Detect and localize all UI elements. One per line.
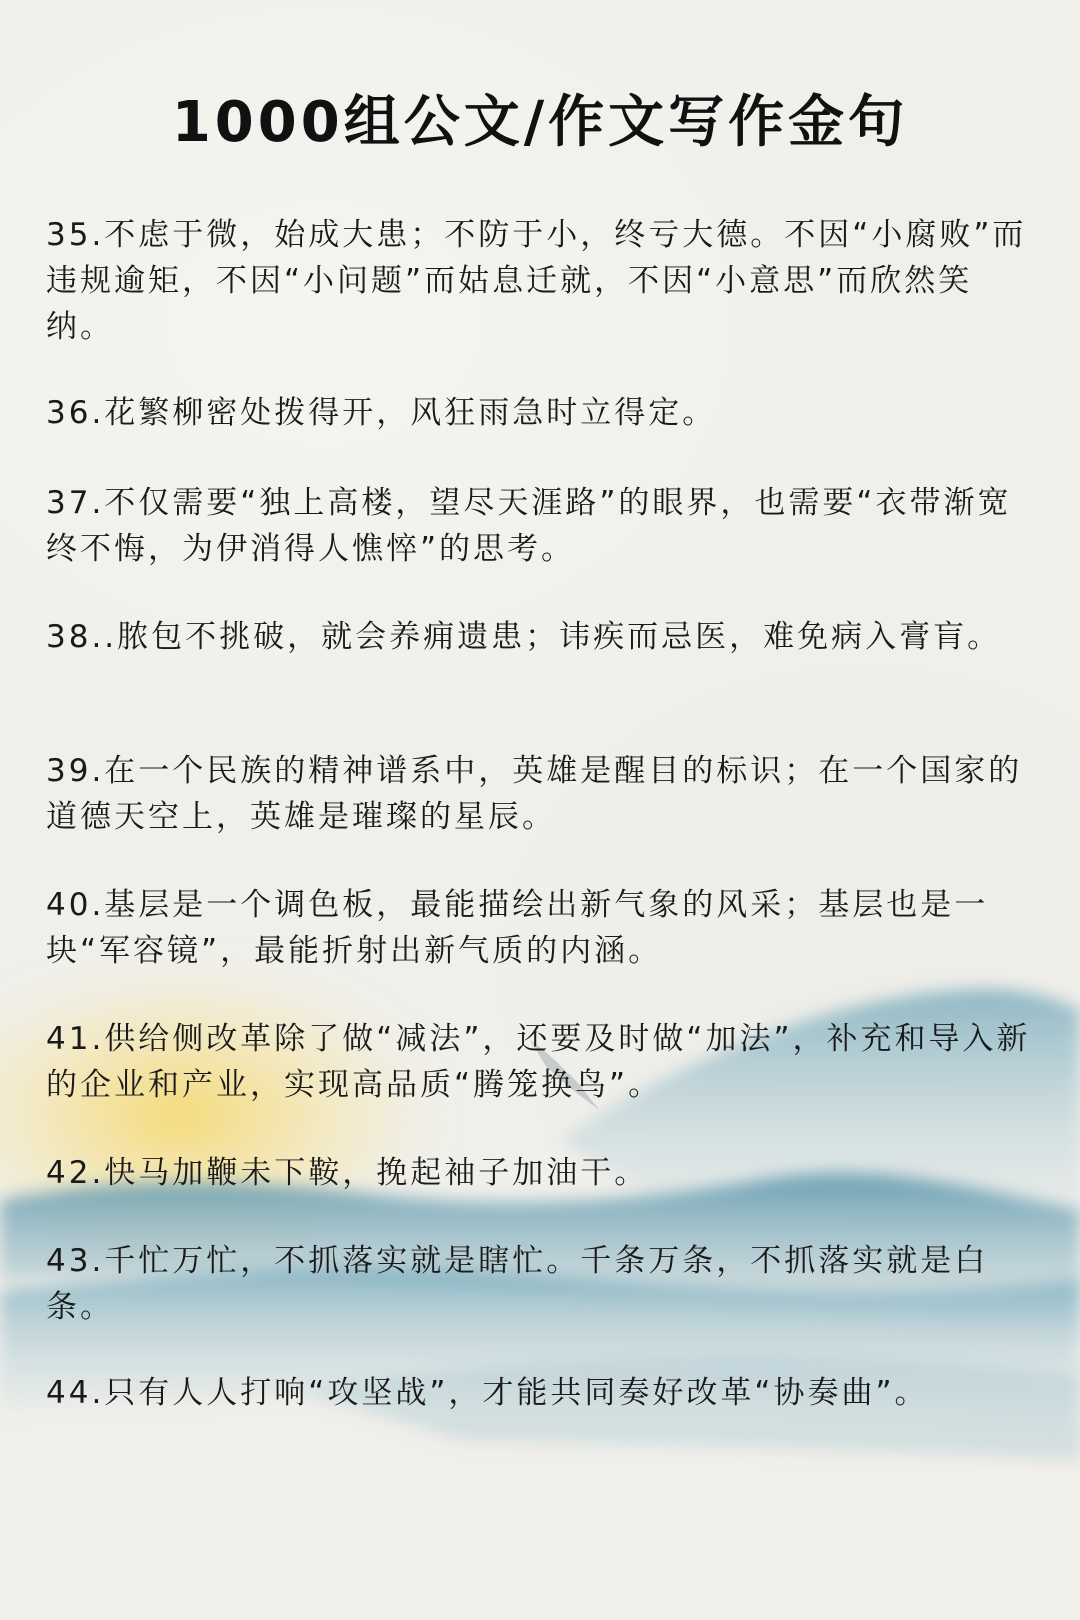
- quote-36: 36.花繁柳密处拨得开，风狂雨急时立得定。: [46, 395, 717, 431]
- quote-43: 43.千忙万忙，不抓落实就是瞎忙。千条万条，不抓落实就是白条。: [46, 1243, 989, 1325]
- quote-38: 38..脓包不挑破，就会养痈遗患；讳疾而忌医，难免病入膏肓。: [46, 619, 1002, 655]
- quote-40: 40.基层是一个调色板，最能描绘出新气象的风采；基层也是一块“军容镜”，最能折射出新气质的内涵。: [46, 887, 989, 969]
- page-title: 1000组公文/作文写作金句: [171, 90, 909, 155]
- quote-41: 41.供给侧改革除了做“减法”，还要及时做“加法”，补充和导入新的企业和产业，实现高品质“腾笼换鸟”。: [46, 1021, 1031, 1103]
- quote-39: 39.在一个民族的精神谱系中，英雄是醒目的标识；在一个国家的道德天空上，英雄是璀璨的星辰。: [46, 753, 1023, 835]
- quote-44: 44.只有人人打响“攻坚战”，才能共同奏好改革“协奏曲”。: [46, 1375, 929, 1411]
- quote-37: 37.不仅需要“独上高楼，望尽天涯路”的眼界，也需要“衣带渐宽终不悔，为伊消得人憔悴”的思考。: [46, 485, 1012, 567]
- quote-35: 35.不虑于微，始成大患；不防于小，终亏大德。不因“小腐败”而违规逾矩，不因“小问题”而姑息迁就，不因“小意思”而欣然笑纳。: [46, 217, 1027, 345]
- quote-42: 42.快马加鞭未下鞍，挽起袖子加油干。: [46, 1155, 649, 1191]
